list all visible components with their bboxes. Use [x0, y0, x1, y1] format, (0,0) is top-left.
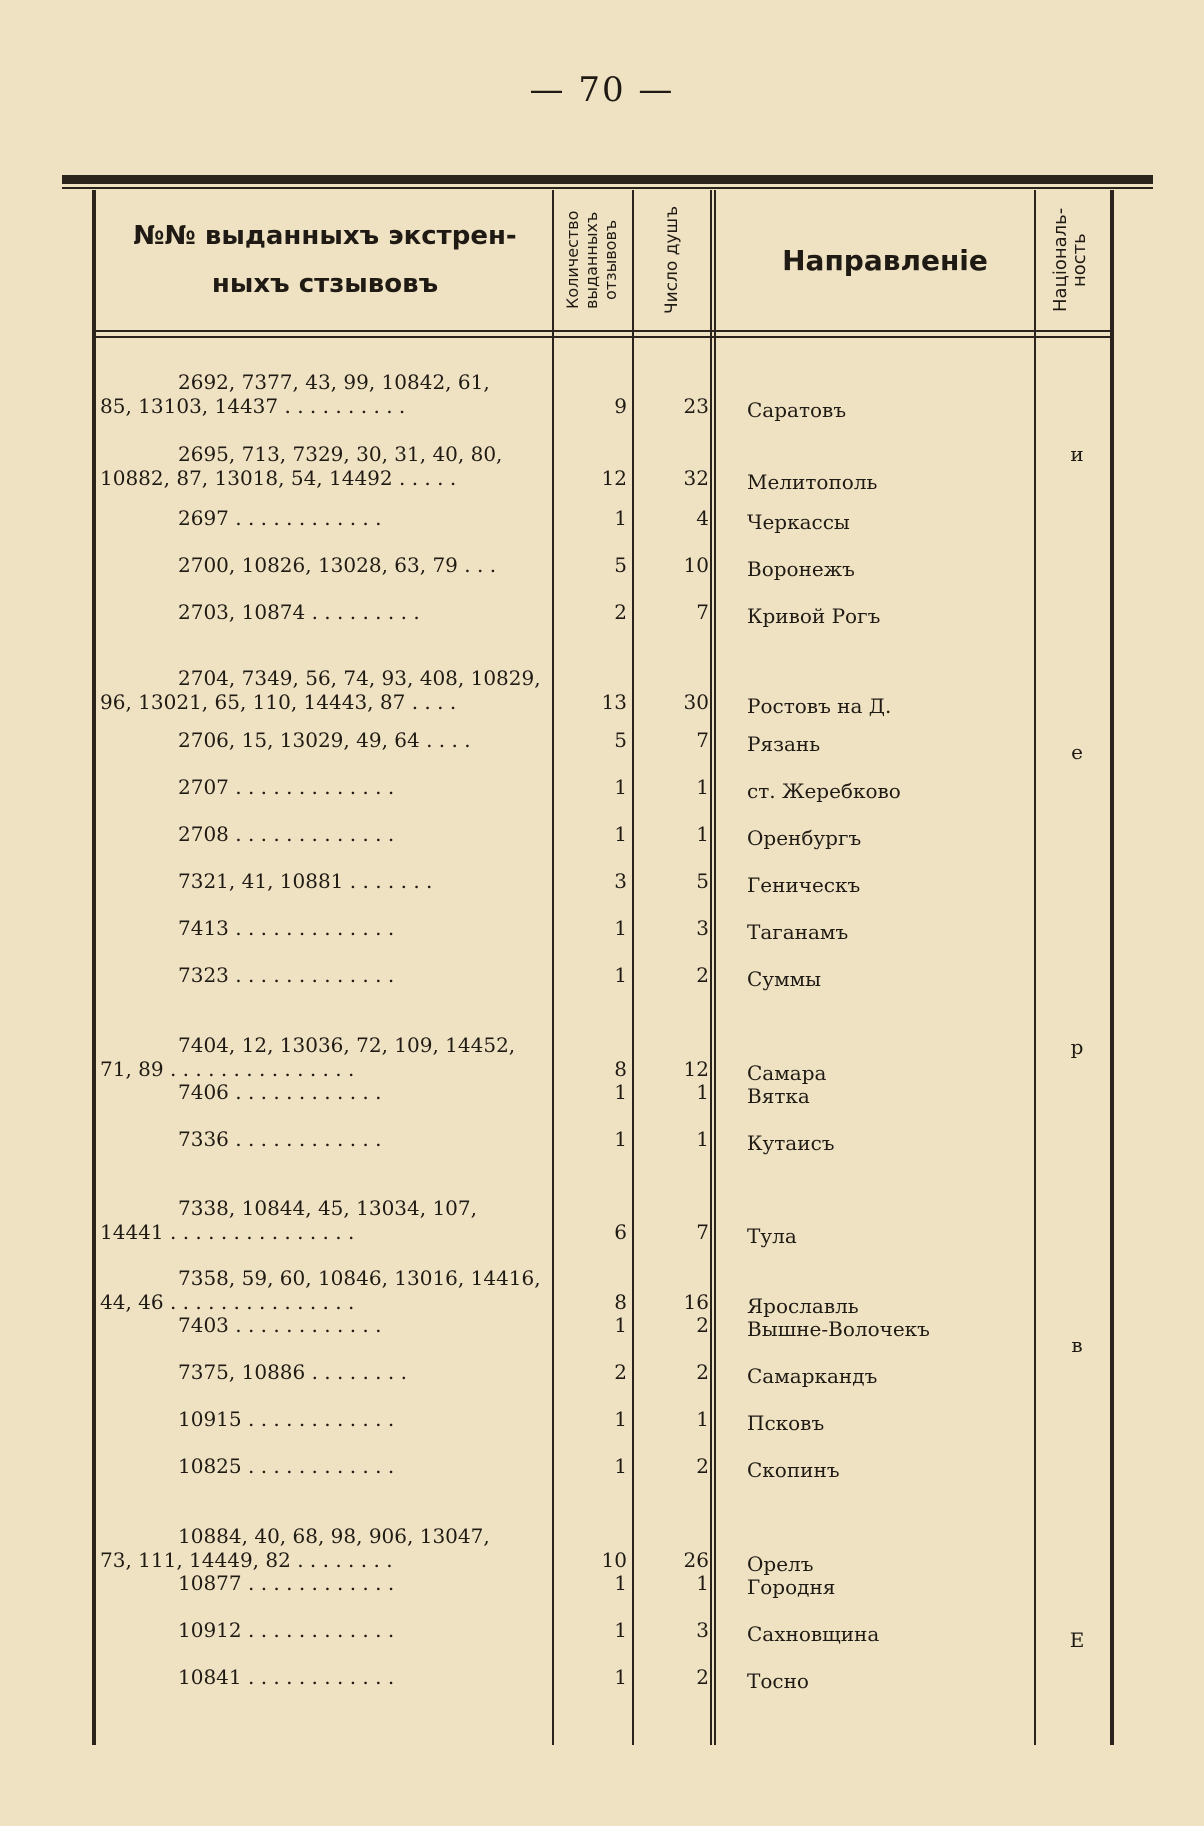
row-numbers-line1: 7404, 12, 13036, 72, 109, 14452,: [178, 1033, 516, 1057]
header-count: [556, 190, 630, 330]
row-numbers-line2: 7321, 41, 10881 . . . . . . .: [178, 869, 433, 893]
row-numbers: [100, 1127, 548, 1151]
header-numbers: [100, 190, 550, 330]
row-destination: Орелъ: [747, 1552, 814, 1576]
row-count: 1: [614, 1407, 627, 1431]
row-destination: Вятка: [747, 1084, 810, 1108]
top-rule: [62, 175, 1153, 184]
row-destination: ст. Жеребково: [747, 779, 901, 803]
row-numbers-line2: 10877 . . . . . . . . . . . .: [178, 1571, 395, 1595]
row-numbers-line2: 44, 46 . . . . . . . . . . . . . . .: [100, 1290, 355, 1314]
top-rule-thin: [62, 187, 1153, 189]
row-destination: Геническъ: [747, 873, 861, 897]
row-souls: 23: [683, 394, 709, 418]
row-count: 1: [614, 1665, 627, 1689]
row-numbers: [100, 775, 548, 799]
header-souls: [636, 190, 708, 330]
header-nationality: [1038, 190, 1108, 330]
row-destination: Самара: [747, 1061, 827, 1085]
row-numbers-line2: 7413 . . . . . . . . . . . . .: [178, 916, 395, 940]
row-count: 13: [601, 690, 627, 714]
row-numbers-line1: 7338, 10844, 45, 13034, 107,: [178, 1196, 477, 1220]
row-count: 1: [614, 1618, 627, 1642]
row-numbers-line1: 7358, 59, 60, 10846, 13016, 14416,: [178, 1266, 541, 1290]
row-count: 5: [614, 553, 627, 577]
row-souls: 32: [683, 466, 709, 490]
row-numbers: [100, 1360, 548, 1384]
header-numbers-line1: №№ выданныхъ экстрен-: [133, 221, 517, 251]
row-souls: 2: [696, 1665, 709, 1689]
row-numbers: [100, 963, 548, 987]
row-count: 1: [614, 1127, 627, 1151]
row-numbers: [100, 1524, 548, 1572]
row-count: 1: [614, 1454, 627, 1478]
row-numbers: [100, 728, 548, 752]
header-count-label: Количество выданныхъ отзывовъ: [563, 210, 620, 310]
row-souls: 1: [696, 1127, 709, 1151]
row-numbers: [100, 666, 548, 714]
row-souls: 2: [696, 1454, 709, 1478]
row-count: 9: [614, 394, 627, 418]
row-numbers: [100, 1266, 548, 1314]
row-numbers-line2: 10882, 87, 13018, 54, 14492 . . . . .: [100, 466, 457, 490]
row-souls: 2: [696, 1360, 709, 1384]
row-numbers-line2: 85, 13103, 14437 . . . . . . . . . .: [100, 394, 406, 418]
row-destination: Вышне-Волочекъ: [747, 1317, 930, 1341]
row-count: 2: [614, 600, 627, 624]
row-souls: 2: [696, 963, 709, 987]
row-numbers-line1: 10884, 40, 68, 98, 906, 13047,: [178, 1524, 490, 1548]
nationality-letter: р: [1070, 1035, 1084, 1059]
row-numbers: [100, 600, 548, 624]
column-divider: [710, 190, 712, 1745]
row-numbers-line2: 7375, 10886 . . . . . . . .: [178, 1360, 407, 1384]
nationality-letter: Е: [1069, 1628, 1085, 1652]
row-souls: 12: [683, 1057, 709, 1081]
row-count: 3: [614, 869, 627, 893]
page-number: — 70 —: [529, 70, 675, 110]
row-destination: Саратовъ: [747, 398, 847, 422]
nationality-letter: и: [1070, 442, 1084, 466]
row-souls: 2: [696, 1313, 709, 1337]
left-border: [92, 190, 96, 1745]
row-souls: 5: [696, 869, 709, 893]
row-count: 8: [614, 1057, 627, 1081]
row-count: 1: [614, 1571, 627, 1595]
row-destination: Таганамъ: [747, 920, 849, 944]
row-numbers-line2: 10841 . . . . . . . . . . . .: [178, 1665, 395, 1689]
row-destination: Мелитополь: [747, 470, 878, 494]
row-numbers-line2: 2703, 10874 . . . . . . . . .: [178, 600, 420, 624]
row-count: 1: [614, 506, 627, 530]
row-count: 5: [614, 728, 627, 752]
row-numbers: [100, 442, 548, 490]
nationality-letter: в: [1071, 1333, 1083, 1357]
header-numbers-line2: ныхъ стзывовъ: [211, 269, 439, 299]
row-numbers-line2: 10825 . . . . . . . . . . . .: [178, 1454, 395, 1478]
row-souls: 1: [696, 822, 709, 846]
row-numbers-line2: 2708 . . . . . . . . . . . . .: [178, 822, 395, 846]
row-numbers: [100, 370, 548, 418]
row-souls: 1: [696, 775, 709, 799]
row-numbers-line2: 10912 . . . . . . . . . . . .: [178, 1618, 395, 1642]
row-numbers-line2: 10915 . . . . . . . . . . . .: [178, 1407, 395, 1431]
row-count: 8: [614, 1290, 627, 1314]
row-numbers: [100, 916, 548, 940]
header-souls-label: Число душъ: [661, 205, 682, 315]
row-count: 1: [614, 1313, 627, 1337]
row-destination: Ростовъ на Д.: [747, 694, 892, 718]
header-nationality-label: Національ-ность: [1050, 207, 1090, 313]
column-divider: [714, 190, 716, 1745]
row-numbers-line2: 7403 . . . . . . . . . . . .: [178, 1313, 382, 1337]
row-numbers: [100, 1665, 548, 1689]
row-destination: Ярославль: [747, 1294, 859, 1318]
row-count: 1: [614, 822, 627, 846]
row-numbers: [100, 1033, 548, 1081]
row-destination: Скопинъ: [747, 1458, 840, 1482]
row-souls: 3: [696, 1618, 709, 1642]
row-destination: Оренбургъ: [747, 826, 862, 850]
row-count: 2: [614, 1360, 627, 1384]
row-numbers: [100, 1571, 548, 1595]
row-count: 1: [614, 775, 627, 799]
row-destination: Сахновщина: [747, 1622, 880, 1646]
row-numbers-line2: 7336 . . . . . . . . . . . .: [178, 1127, 382, 1151]
row-numbers: [100, 1407, 548, 1431]
row-numbers-line2: 2707 . . . . . . . . . . . . .: [178, 775, 395, 799]
row-count: 1: [614, 1080, 627, 1104]
row-count: 1: [614, 963, 627, 987]
row-souls: 7: [696, 1220, 709, 1244]
row-numbers-line2: 2700, 10826, 13028, 63, 79 . . .: [178, 553, 497, 577]
row-souls: 3: [696, 916, 709, 940]
row-destination: Суммы: [747, 967, 822, 991]
row-souls: 16: [683, 1290, 709, 1314]
row-count: 6: [614, 1220, 627, 1244]
row-destination: Воронежъ: [747, 557, 855, 581]
row-numbers-line2: 96, 13021, 65, 110, 14443, 87 . . . .: [100, 690, 457, 714]
row-souls: 26: [683, 1548, 709, 1572]
row-count: 1: [614, 916, 627, 940]
nationality-letter: е: [1071, 740, 1083, 764]
row-destination: Тула: [747, 1224, 797, 1248]
row-numbers: [100, 1618, 548, 1642]
row-destination: Самаркандъ: [747, 1364, 878, 1388]
header-direction: [718, 190, 1052, 330]
row-destination: Псковъ: [747, 1411, 825, 1435]
row-numbers-line2: 7323 . . . . . . . . . . . . .: [178, 963, 395, 987]
row-destination: Кутаисъ: [747, 1131, 835, 1155]
row-numbers: [100, 1196, 548, 1244]
row-souls: 1: [696, 1407, 709, 1431]
row-numbers: [100, 822, 548, 846]
row-numbers-line2: 2706, 15, 13029, 49, 64 . . . .: [178, 728, 471, 752]
row-numbers: [100, 1313, 548, 1337]
row-count: 10: [601, 1548, 627, 1572]
row-destination: Рязань: [747, 732, 821, 756]
row-numbers: [100, 869, 548, 893]
row-numbers: [100, 1080, 548, 1104]
row-souls: 4: [696, 506, 709, 530]
row-destination: Городня: [747, 1575, 836, 1599]
row-souls: 7: [696, 728, 709, 752]
header-rule: [92, 330, 1112, 332]
row-numbers-line2: 2697 . . . . . . . . . . . .: [178, 506, 382, 530]
row-destination: Кривой Рогъ: [747, 604, 881, 628]
row-souls: 1: [696, 1080, 709, 1104]
row-numbers: [100, 506, 548, 530]
header-rule: [92, 336, 1112, 338]
row-numbers: [100, 1454, 548, 1478]
row-numbers-line1: 2695, 713, 7329, 30, 31, 40, 80,: [178, 442, 503, 466]
row-destination: Черкассы: [747, 510, 850, 534]
row-numbers-line2: 71, 89 . . . . . . . . . . . . . . .: [100, 1057, 355, 1081]
row-numbers-line2: 14441 . . . . . . . . . . . . . . .: [100, 1220, 355, 1244]
row-numbers-line2: 7406 . . . . . . . . . . . .: [178, 1080, 382, 1104]
row-count: 12: [601, 466, 627, 490]
table: [92, 190, 1114, 1745]
row-souls: 1: [696, 1571, 709, 1595]
row-numbers-line1: 2692, 7377, 43, 99, 10842, 61,: [178, 370, 490, 394]
row-souls: 30: [683, 690, 709, 714]
row-souls: 10: [683, 553, 709, 577]
row-destination: Тосно: [747, 1669, 809, 1693]
row-numbers-line2: 73, 111, 14449, 82 . . . . . . . .: [100, 1548, 393, 1572]
row-souls: 7: [696, 600, 709, 624]
row-numbers: [100, 553, 548, 577]
right-border: [1110, 190, 1114, 1745]
row-numbers-line1: 2704, 7349, 56, 74, 93, 408, 10829,: [178, 666, 541, 690]
header-direction-label: Направленіе: [782, 243, 988, 277]
